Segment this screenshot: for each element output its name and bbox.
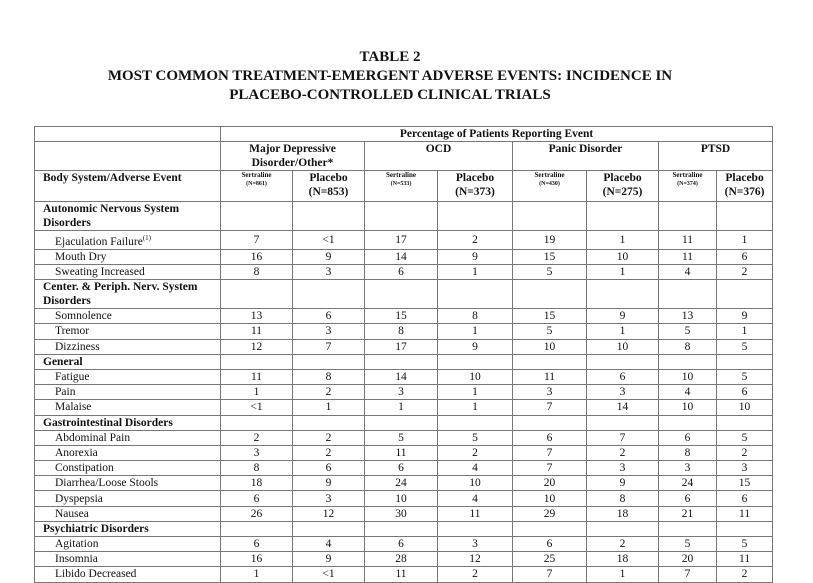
col-header-7: Placebo (N=376)	[717, 171, 773, 202]
value-cell: 10	[438, 369, 513, 384]
indication-ptsd: PTSD	[659, 142, 773, 171]
value-cell: 4	[659, 385, 717, 400]
table-row	[35, 430, 773, 445]
event-label: Malaise	[35, 400, 221, 415]
value-cell: 1	[438, 324, 513, 339]
value-cell: 2	[438, 567, 513, 582]
table-row	[35, 385, 773, 400]
value-cell: <1	[293, 231, 365, 250]
table-row	[35, 567, 773, 582]
value-cell: 2	[438, 445, 513, 460]
value-cell: 7	[221, 231, 293, 250]
table-row	[35, 231, 773, 250]
table-row	[35, 265, 773, 280]
value-cell: 16	[221, 552, 293, 567]
value-cell: 5	[717, 537, 773, 552]
col-header-5: Placebo (N=275)	[587, 171, 659, 202]
value-cell: 1	[587, 567, 659, 582]
value-cell: 3	[659, 461, 717, 476]
value-cell: 7	[587, 430, 659, 445]
value-cell: 6	[293, 309, 365, 324]
value-cell: 1	[438, 265, 513, 280]
event-label: Pain	[35, 385, 221, 400]
value-cell: 25	[513, 552, 587, 567]
value-cell: 3	[221, 445, 293, 460]
value-cell: 9	[587, 309, 659, 324]
table-row	[35, 491, 773, 506]
value-cell: 2	[587, 445, 659, 460]
value-cell: 2	[587, 537, 659, 552]
value-cell: 10	[717, 400, 773, 415]
value-cell: 26	[221, 506, 293, 521]
value-cell: 12	[293, 506, 365, 521]
col-header-4: Sertraline (N=430)	[513, 171, 587, 202]
indication-mdd: Major Depressive Disorder/Other*	[221, 142, 365, 171]
value-cell: 11	[438, 506, 513, 521]
group-row	[35, 202, 773, 231]
table-row	[35, 369, 773, 384]
value-cell: 11	[221, 324, 293, 339]
table-row	[35, 309, 773, 324]
indication-ocd: OCD	[365, 142, 513, 171]
value-cell: 17	[365, 339, 438, 354]
value-cell: 9	[293, 476, 365, 491]
value-cell: 1	[293, 400, 365, 415]
value-cell: 1	[365, 400, 438, 415]
table-row	[35, 339, 773, 354]
value-cell: 15	[365, 309, 438, 324]
value-cell: 5	[438, 430, 513, 445]
value-cell: 20	[659, 552, 717, 567]
title-line-1: TABLE 2	[359, 49, 421, 65]
value-cell: 7	[293, 339, 365, 354]
header-row-1	[35, 127, 773, 142]
value-cell: 14	[365, 369, 438, 384]
event-label: Ejaculation Failure$^{(1)}$	[35, 231, 221, 250]
value-cell: 2	[221, 430, 293, 445]
value-cell: 4	[293, 537, 365, 552]
table-row	[35, 445, 773, 460]
value-cell: 6	[717, 491, 773, 506]
value-cell: 6	[659, 430, 717, 445]
event-label: Dyspepsia	[35, 491, 221, 506]
value-cell: 3	[717, 461, 773, 476]
event-label: Dizziness	[35, 339, 221, 354]
value-cell: 18	[587, 552, 659, 567]
value-cell: 7	[513, 445, 587, 460]
value-cell: 1	[587, 324, 659, 339]
event-label: Agitation	[35, 537, 221, 552]
row-label-header: Body System/Adverse Event	[35, 171, 221, 202]
table-row	[35, 506, 773, 521]
value-cell: 16	[221, 249, 293, 264]
col-header-2: Sertraline (N=533)	[365, 171, 438, 202]
value-cell: 5	[659, 537, 717, 552]
value-cell: 12	[438, 552, 513, 567]
value-cell: 8	[659, 445, 717, 460]
value-cell: 18	[221, 476, 293, 491]
group-row	[35, 280, 773, 309]
value-cell: 2	[717, 265, 773, 280]
value-cell: 11	[221, 369, 293, 384]
header-row-3	[35, 171, 773, 202]
value-cell: 2	[293, 385, 365, 400]
value-cell: 11	[717, 552, 773, 567]
value-cell: 20	[513, 476, 587, 491]
group-label: Center. & Periph. Nerv. System Disorders	[35, 280, 221, 309]
event-label: Fatigue	[35, 369, 221, 384]
value-cell: 9	[438, 249, 513, 264]
group-row	[35, 415, 773, 430]
value-cell: 30	[365, 506, 438, 521]
value-cell: 15	[513, 309, 587, 324]
value-cell: 3	[293, 491, 365, 506]
value-cell: 5	[659, 324, 717, 339]
value-cell: 2	[717, 445, 773, 460]
value-cell: 2	[717, 567, 773, 582]
value-cell: 18	[587, 506, 659, 521]
value-cell: 3	[513, 385, 587, 400]
value-cell: 15	[513, 249, 587, 264]
col-header-1: Placebo (N=853)	[293, 171, 365, 202]
value-cell: 10	[513, 339, 587, 354]
value-cell: 12	[221, 339, 293, 354]
value-cell: 6	[717, 249, 773, 264]
value-cell: 7	[659, 567, 717, 582]
value-cell: 14	[587, 400, 659, 415]
value-cell: 2	[438, 231, 513, 250]
value-cell: 9	[587, 476, 659, 491]
value-cell: 7	[513, 461, 587, 476]
value-cell: 28	[365, 552, 438, 567]
header-row-2	[35, 142, 773, 171]
value-cell: 1	[221, 567, 293, 582]
value-cell: 6	[587, 369, 659, 384]
value-cell: 4	[438, 491, 513, 506]
value-cell: 10	[438, 476, 513, 491]
table-row	[35, 400, 773, 415]
value-cell: 6	[513, 537, 587, 552]
value-cell: 3	[293, 265, 365, 280]
table-row	[35, 324, 773, 339]
group-label: Autonomic Nervous System Disorders	[35, 202, 221, 231]
value-cell: 21	[659, 506, 717, 521]
value-cell: 8	[659, 339, 717, 354]
value-cell: 17	[365, 231, 438, 250]
group-row	[35, 354, 773, 369]
table-row	[35, 537, 773, 552]
value-cell: 11	[659, 249, 717, 264]
table-row	[35, 476, 773, 491]
value-cell: 6	[365, 461, 438, 476]
adverse-events-table	[34, 126, 773, 583]
value-cell: 8	[221, 461, 293, 476]
value-cell: <1	[221, 400, 293, 415]
value-cell: 11	[513, 369, 587, 384]
value-cell: 9	[438, 339, 513, 354]
value-cell: 8	[587, 491, 659, 506]
col-header-3: Placebo (N=373)	[438, 171, 513, 202]
value-cell: 8	[365, 324, 438, 339]
value-cell: 13	[221, 309, 293, 324]
col-header-0: Sertraline (N=861)	[221, 171, 293, 202]
value-cell: 6	[717, 385, 773, 400]
value-cell: 29	[513, 506, 587, 521]
value-cell: 13	[659, 309, 717, 324]
event-label: Abdominal Pain	[35, 430, 221, 445]
event-label: Nausea	[35, 506, 221, 521]
value-cell: 5	[717, 430, 773, 445]
value-cell: 7	[513, 400, 587, 415]
value-cell: 2	[293, 445, 365, 460]
value-cell: 24	[365, 476, 438, 491]
indication-panic: Panic Disorder	[513, 142, 659, 171]
value-cell: 7	[513, 567, 587, 582]
group-label: Psychiatric Disorders	[35, 521, 221, 536]
value-cell: 5	[717, 339, 773, 354]
value-cell: 3	[365, 385, 438, 400]
value-cell: 1	[587, 231, 659, 250]
table-row	[35, 461, 773, 476]
value-cell: 6	[365, 537, 438, 552]
group-row	[35, 521, 773, 536]
value-cell: 1	[221, 385, 293, 400]
value-cell: 8	[221, 265, 293, 280]
value-cell: 10	[365, 491, 438, 506]
col-header-6: Sertraline (N=374)	[659, 171, 717, 202]
title-line-2: MOST COMMON TREATMENT-EMERGENT ADVERSE EVENTS: INCIDENCE IN	[107, 68, 673, 84]
value-cell: 10	[587, 249, 659, 264]
value-cell: 5	[365, 430, 438, 445]
table-title	[0, 48, 780, 105]
event-label: Libido Decreased	[35, 567, 221, 582]
value-cell: 9	[293, 249, 365, 264]
value-cell: 6	[221, 537, 293, 552]
value-cell: 11	[365, 445, 438, 460]
title-line-3: PLACEBO-CONTROLLED CLINICAL TRIALS	[229, 87, 551, 103]
footnote-marker: (1)	[142, 234, 151, 242]
value-cell: 3	[587, 461, 659, 476]
event-label: Sweating Increased	[35, 265, 221, 280]
value-cell: 4	[438, 461, 513, 476]
value-cell: 5	[717, 369, 773, 384]
value-cell: 3	[587, 385, 659, 400]
value-cell: 10	[659, 369, 717, 384]
event-label: Mouth Dry	[35, 249, 221, 264]
event-label: Anorexia	[35, 445, 221, 460]
value-cell: 2	[293, 430, 365, 445]
value-cell: 6	[293, 461, 365, 476]
event-label: Diarrhea/Loose Stools	[35, 476, 221, 491]
value-cell: 6	[221, 491, 293, 506]
value-cell: 6	[513, 430, 587, 445]
event-label: Somnolence	[35, 309, 221, 324]
event-label: Tremor	[35, 324, 221, 339]
value-cell: 9	[717, 309, 773, 324]
table-row	[35, 249, 773, 264]
value-cell: 5	[513, 265, 587, 280]
value-cell: 6	[659, 491, 717, 506]
value-cell: 10	[587, 339, 659, 354]
value-cell: 11	[717, 506, 773, 521]
value-cell: 19	[513, 231, 587, 250]
value-cell: 8	[293, 369, 365, 384]
value-cell: 1	[438, 385, 513, 400]
value-cell: 11	[365, 567, 438, 582]
value-cell: 11	[659, 231, 717, 250]
table-row	[35, 552, 773, 567]
event-label: Constipation	[35, 461, 221, 476]
group-label: Gastrointestinal Disorders	[35, 415, 221, 430]
value-cell: 15	[717, 476, 773, 491]
header-span-label: Percentage of Patients Reporting Event	[221, 127, 773, 142]
value-cell: 10	[659, 400, 717, 415]
value-cell: 1	[438, 400, 513, 415]
value-cell: 1	[587, 265, 659, 280]
value-cell: 1	[717, 231, 773, 250]
value-cell: 3	[438, 537, 513, 552]
value-cell: 4	[659, 265, 717, 280]
table-body	[35, 202, 773, 583]
value-cell: 8	[438, 309, 513, 324]
value-cell: 3	[293, 324, 365, 339]
value-cell: 10	[513, 491, 587, 506]
value-cell: 14	[365, 249, 438, 264]
value-cell: 5	[513, 324, 587, 339]
value-cell: 6	[365, 265, 438, 280]
group-label: General	[35, 354, 221, 369]
value-cell: 24	[659, 476, 717, 491]
event-label: Insomnia	[35, 552, 221, 567]
value-cell: <1	[293, 567, 365, 582]
value-cell: 9	[293, 552, 365, 567]
value-cell: 1	[717, 324, 773, 339]
